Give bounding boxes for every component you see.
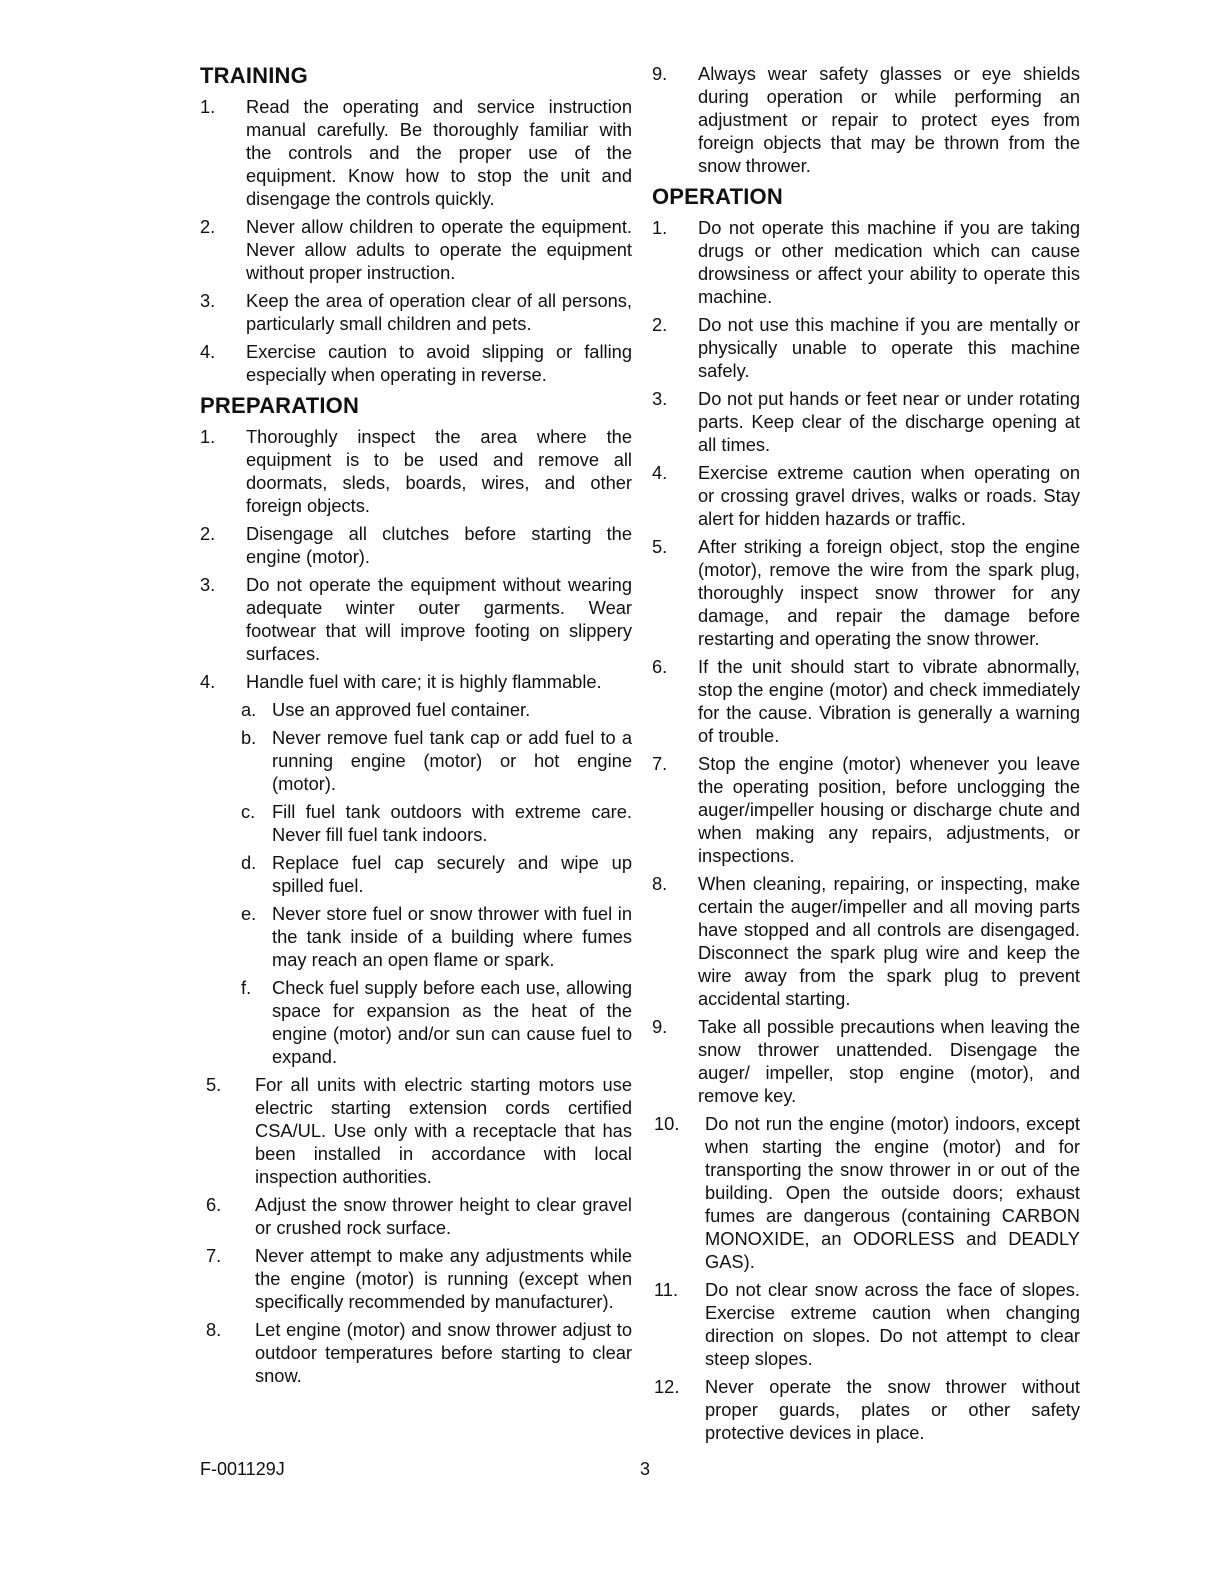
- document-code: F-001129J: [200, 1459, 285, 1479]
- sub-item-letter: d.: [241, 852, 257, 873]
- list-item: [200, 289, 632, 335]
- list-item: [652, 1375, 1080, 1444]
- sub-item-text: Fill fuel tank outdoors with extreme care. Never fill fuel tank indoors.: [272, 801, 632, 845]
- item-text: Never attempt to make any adjustments while the engine (motor) is running (except when specifically recommended by manufacturer).: [255, 1245, 632, 1312]
- sub-list-item: [241, 726, 632, 795]
- training-section: [200, 62, 632, 386]
- sub-item-text: Use an approved fuel container.: [272, 699, 531, 720]
- item-number: 8.: [652, 873, 668, 894]
- item-text: If the unit should start to vibrate abnormally, stop the engine (motor) and check immediately for the cause. Vibration is generally a warning of trouble.: [698, 656, 1080, 746]
- operation-section: [652, 183, 1080, 1444]
- item-number: 1.: [200, 96, 216, 117]
- training-heading: TRAINING: [200, 63, 308, 88]
- list-item: [652, 1112, 1080, 1273]
- item-text: Do not use this machine if you are mentally or physically unable to operate this machine safely.: [698, 314, 1080, 381]
- item-text: Always wear safety glasses or eye shields during operation or while performing an adjustment or repair to protect eyes from foreign objects that may be thrown from the snow thrower.: [698, 63, 1080, 176]
- list-item: [200, 573, 632, 665]
- item-number: 4.: [200, 341, 216, 362]
- operation-heading: OPERATION: [652, 184, 783, 209]
- list-item: [200, 95, 632, 210]
- sub-item-letter: f.: [241, 977, 252, 998]
- item-text: Never operate the snow thrower without proper guards, plates or other safety protective devices in place.: [705, 1376, 1080, 1443]
- list-item: [200, 670, 632, 693]
- list-item: [652, 872, 1080, 1010]
- sub-item-letter: a.: [241, 699, 257, 720]
- item-number: 5.: [206, 1074, 222, 1095]
- item-number: 9.: [652, 63, 668, 84]
- sub-list-item: [241, 902, 632, 971]
- item-text: When cleaning, repairing, or inspecting, make certain the auger/impeller and all moving parts have stopped and all controls are disengaged. Disconnect the spark plug wire and keep the wire away from the spark plug to prevent accidental starting.: [698, 873, 1080, 1009]
- list-item: [200, 522, 632, 568]
- sub-list-item: [241, 800, 632, 846]
- fuel-sublist: [241, 698, 632, 1068]
- sub-item-text: Never store fuel or snow thrower with fuel in the tank inside of a building where fumes may reach an open flame or spark.: [272, 903, 632, 970]
- list-item: [652, 1278, 1080, 1370]
- item-number: 1.: [652, 217, 668, 238]
- preparation-section: [200, 392, 632, 1387]
- list-item: [652, 387, 1080, 456]
- item-number: 2.: [652, 314, 668, 335]
- item-number: 3.: [200, 290, 216, 311]
- item-text: Exercise extreme caution when operating on or crossing gravel drives, walks or roads. Stay alert for hidden hazards or traffic.: [698, 462, 1080, 529]
- item-text: Do not operate the equipment without wearing adequate winter outer garments. Wear footwear that will improve footing on slippery surfaces.: [246, 574, 632, 664]
- list-item: [652, 62, 1080, 177]
- item-text: Read the operating and service instruction manual carefully. Be thoroughly familiar with the controls and the proper use of the equipment. Know how to stop the unit and disengage the controls quickly.: [246, 96, 632, 209]
- item-number: 5.: [652, 536, 668, 557]
- item-number: 2.: [200, 216, 216, 237]
- list-item: [652, 216, 1080, 308]
- item-number: 1.: [200, 426, 216, 447]
- item-number: 8.: [206, 1319, 222, 1340]
- list-item: [200, 1318, 632, 1387]
- item-text: Let engine (motor) and snow thrower adjust to outdoor temperatures before starting to clear snow.: [255, 1319, 632, 1386]
- item-text: Do not operate this machine if you are taking drugs or other medication which can cause drowsiness or affect your ability to operate this machine.: [698, 217, 1080, 307]
- sub-list-item: [241, 976, 632, 1068]
- item-text: Do not put hands or feet near or under rotating parts. Keep clear of the discharge opening at all times.: [698, 388, 1080, 455]
- item-text: Do not clear snow across the face of slopes. Exercise extreme caution when changing direction on slopes. Do not attempt to clear steep slopes.: [705, 1279, 1080, 1369]
- item-text: Keep the area of operation clear of all persons, particularly small children and pets.: [246, 290, 632, 334]
- item-text: Handle fuel with care; it is highly flammable.: [246, 671, 602, 692]
- list-item: [652, 1015, 1080, 1107]
- list-item: [200, 340, 632, 386]
- sub-item-letter: b.: [241, 727, 257, 748]
- sub-item-letter: e.: [241, 903, 257, 924]
- list-item: [200, 1244, 632, 1313]
- item-number: 3.: [200, 574, 216, 595]
- item-number: 7.: [652, 753, 668, 774]
- item-number: 6.: [206, 1194, 222, 1215]
- item-number: 7.: [206, 1245, 222, 1266]
- item-text: Exercise caution to avoid slipping or falling especially when operating in reverse.: [246, 341, 632, 385]
- list-item: [652, 313, 1080, 382]
- item-text: Never allow children to operate the equipment. Never allow adults to operate the equipment without proper instruction.: [246, 216, 632, 283]
- item-text: Adjust the snow thrower height to clear gravel or crushed rock surface.: [255, 1194, 632, 1238]
- item-text: Thoroughly inspect the area where the equipment is to be used and remove all doormats, sleds, boards, wires, and other foreign objects.: [246, 426, 632, 516]
- sub-list-item: [241, 698, 632, 721]
- item-text: Stop the engine (motor) whenever you leave the operating position, before unclogging the auger/impeller housing or discharge chute and when making any repairs, adjustments, or inspections.: [698, 753, 1080, 866]
- item-number: 6.: [652, 656, 668, 677]
- item-text: Take all possible precautions when leaving the snow thrower unattended. Disengage the auger/ impeller, stop engine (motor), and remove key.: [698, 1016, 1080, 1106]
- item-number: 11.: [654, 1279, 679, 1300]
- sub-item-letter: c.: [241, 801, 256, 822]
- sub-list-item: [241, 851, 632, 897]
- list-item: [652, 535, 1080, 650]
- item-number: 4.: [200, 671, 216, 692]
- list-item: [652, 655, 1080, 747]
- list-item: [200, 1073, 632, 1188]
- sub-item-text: Check fuel supply before each use, allowing space for expansion as the heat of the engine (motor) and/or sun can cause fuel to expand.: [272, 977, 632, 1067]
- item-number: 3.: [652, 388, 668, 409]
- preparation-heading: PREPARATION: [200, 393, 360, 418]
- item-text: After striking a foreign object, stop the engine (motor), remove the wire from the spark plug, thoroughly inspect snow thrower for any damage, and repair the damage before restarting and operating the snow thrower.: [698, 536, 1080, 649]
- list-item: [652, 752, 1080, 867]
- list-item: [200, 1193, 632, 1239]
- item-text: Do not run the engine (motor) indoors, except when starting the engine (motor) and for transporting the snow thrower in or out of the building. Open the outside doors; exhaust fumes are dangerous (containing CARBON MONOXIDE, an ODORLESS and DEADLY GAS).: [705, 1113, 1080, 1272]
- preparation-continued: [652, 62, 1080, 177]
- right-column: [652, 62, 1080, 1450]
- item-number: 4.: [652, 462, 668, 483]
- list-item: [200, 215, 632, 284]
- item-number: 9.: [652, 1016, 668, 1037]
- page-number: 3: [640, 1459, 651, 1479]
- sub-item-text: Replace fuel cap securely and wipe up spilled fuel.: [272, 852, 632, 896]
- sub-item-text: Never remove fuel tank cap or add fuel to a running engine (motor) or hot engine (motor).: [272, 727, 632, 794]
- item-number: 2.: [200, 523, 216, 544]
- item-text: Disengage all clutches before starting the engine (motor).: [246, 523, 632, 567]
- list-item: [200, 425, 632, 517]
- item-number: 12.: [654, 1376, 680, 1397]
- left-column: [200, 62, 632, 1393]
- list-item: [652, 461, 1080, 530]
- item-number: 10.: [654, 1113, 680, 1134]
- item-text: For all units with electric starting motors use electric starting extension cords certified CSA/UL. Use only with a receptacle that has been installed in accordance with local inspection authorities.: [255, 1074, 632, 1187]
